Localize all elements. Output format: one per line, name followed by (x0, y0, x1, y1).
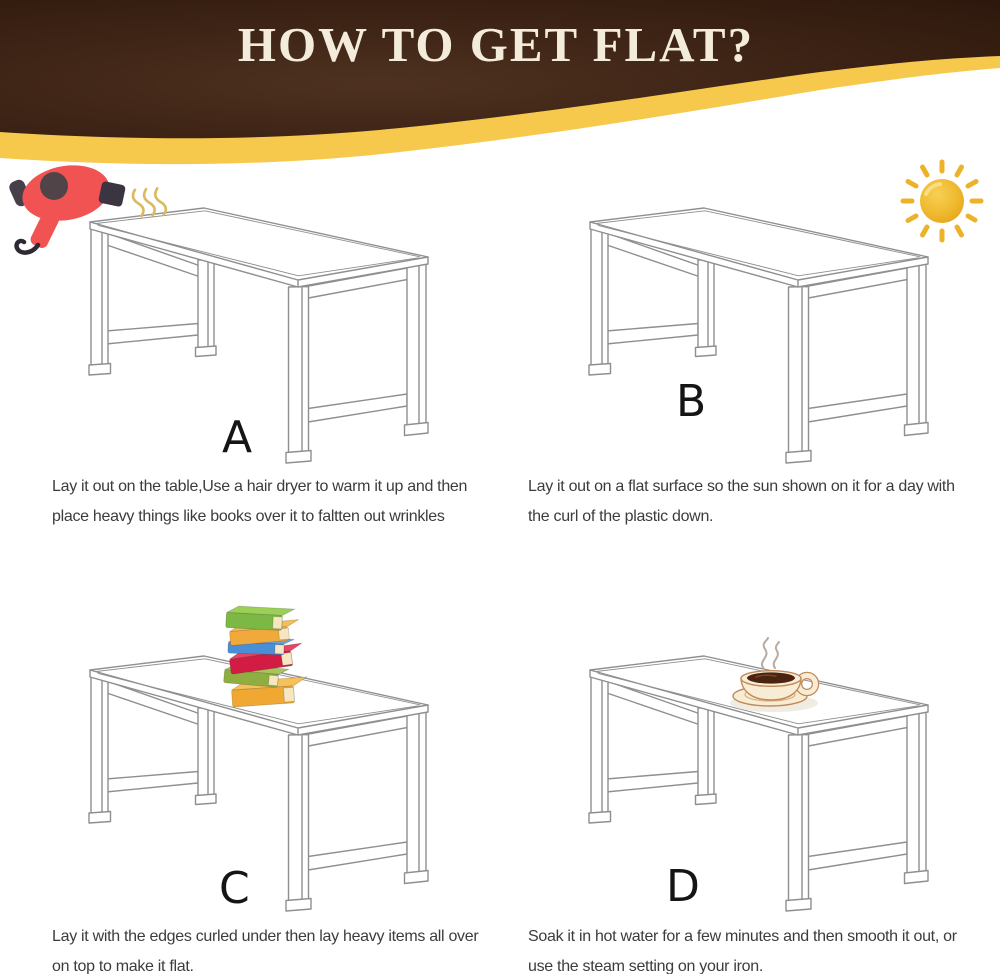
panel-letter-b: B (676, 376, 707, 427)
panel-caption-d (528, 922, 957, 974)
books-icon (218, 600, 310, 718)
sun-icon (886, 156, 998, 248)
panel-caption-a (52, 472, 467, 532)
caption-line: place heavy things like books over it to faltten out wrinkles (52, 508, 445, 525)
hair-dryer-icon (8, 156, 178, 256)
panel-letter-a: A (222, 412, 253, 463)
caption-line: Soak it in hot water for a few minutes and then smooth it out, or (528, 928, 957, 945)
table-illustration-b (588, 204, 933, 466)
caption-line: on top to make it flat. (52, 958, 194, 974)
caption-line: the curl of the plastic down. (528, 508, 714, 525)
caption-line: use the steam setting on your iron. (528, 958, 763, 974)
panel-caption-c (52, 922, 478, 974)
caption-line: Lay it with the edges curled under then lay heavy items all over (52, 928, 479, 945)
panel-caption-b (528, 472, 955, 532)
page-title: HOW TO GET FLAT? (237, 17, 755, 72)
coffee-cup-icon (722, 636, 824, 720)
caption-line: Lay it out on the table,Use a hair dryer to warm it up and then (52, 478, 468, 495)
panel-letter-d: D (666, 861, 700, 912)
caption-line: Lay it out on a flat surface so the sun shown on it for a day with (528, 478, 955, 495)
panel-letter-c: C (219, 863, 250, 914)
